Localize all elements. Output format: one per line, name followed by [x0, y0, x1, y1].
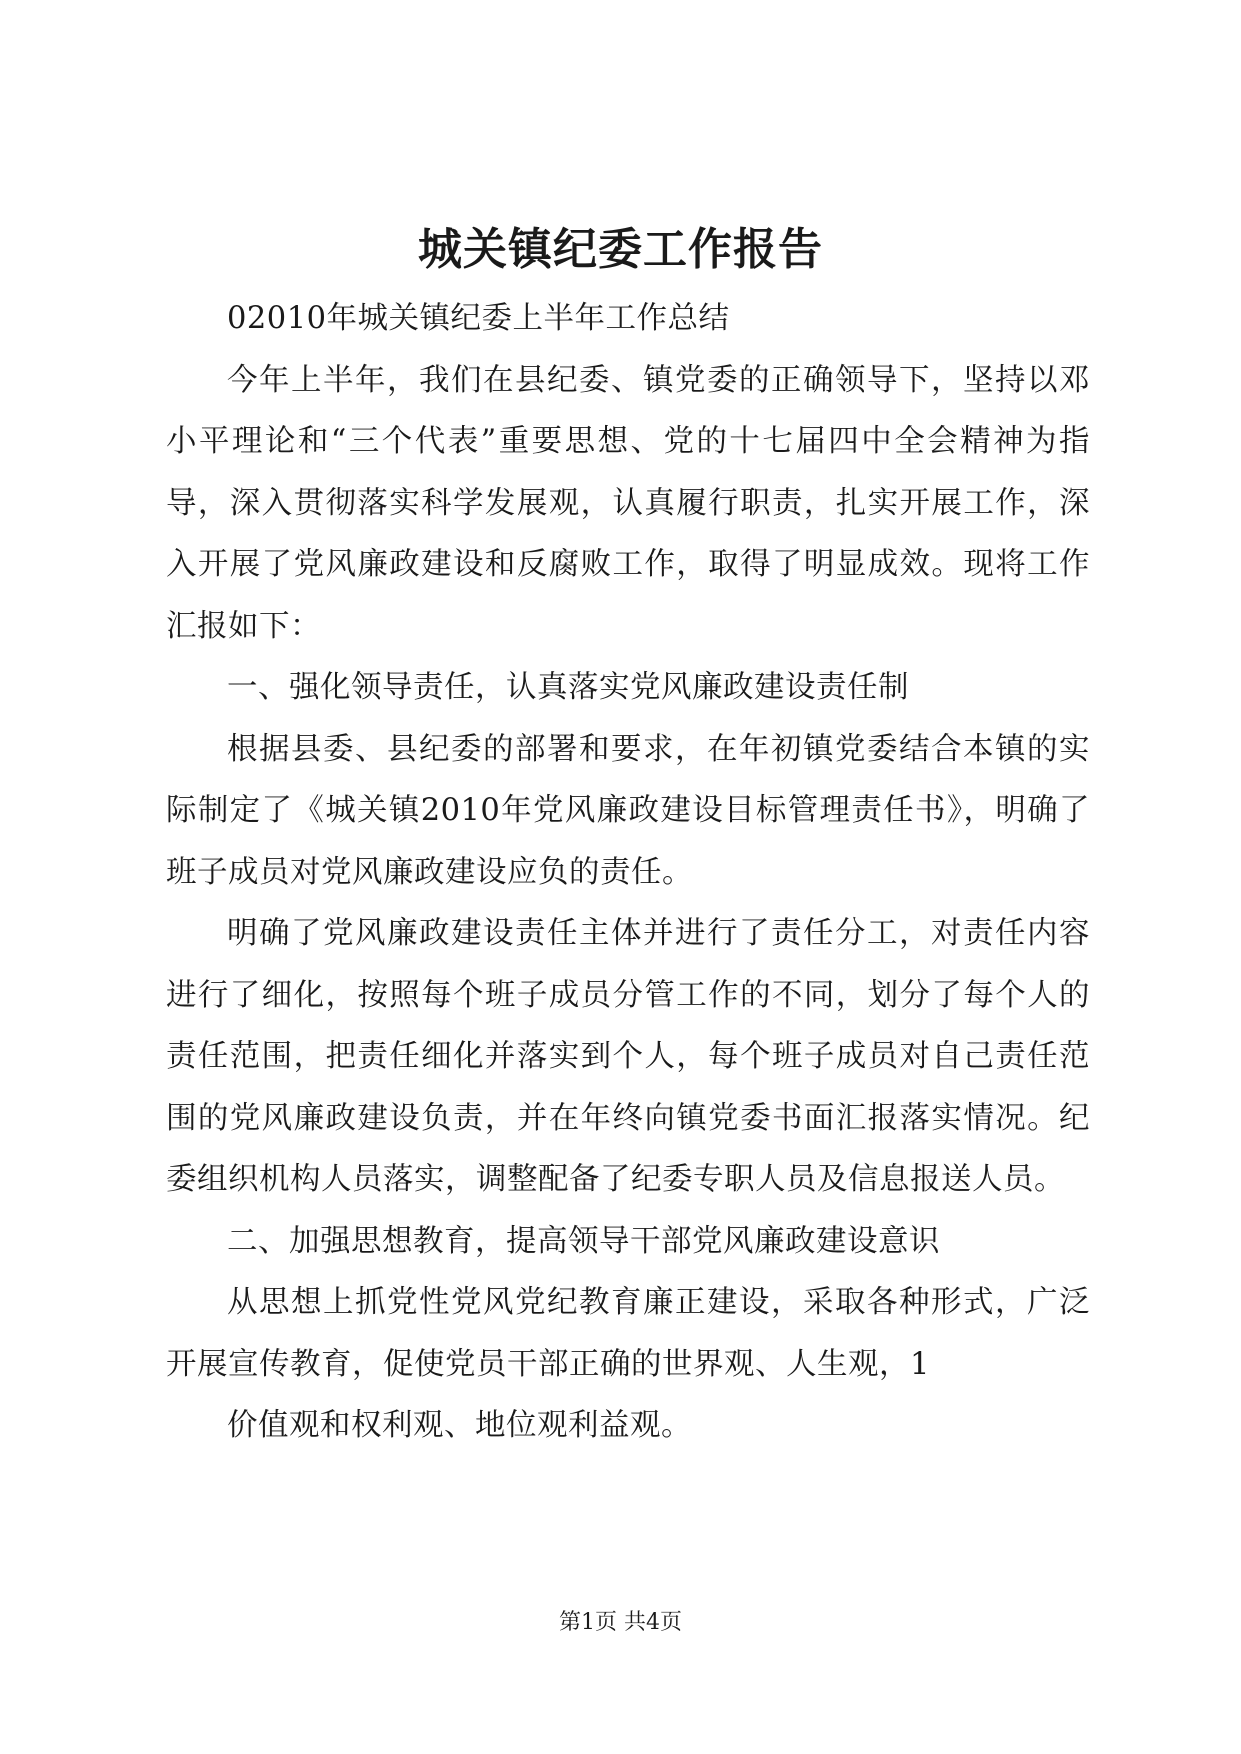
page-footer: 第1页 共4页	[559, 1610, 682, 1635]
paragraph-subtitle: 02010年城关镇纪委上半年工作总结	[227, 301, 730, 336]
section-heading-2: 二、加强思想教育，提高领导干部党风廉政建设意识	[227, 1223, 940, 1259]
paragraph-section-1-b: 明确了党风廉政建设责任主体并进行了责任分工，对责任内容进行了细化，按照每个班子成员分管工作的不同，划分了每个人的责任范围，把责任细化并落实到个人，每个班子成员对自己责任范围的党风廉政建设负责，并在年终向镇党委书面汇报落实情况。纪委组织机构人员落实，调整配备了纪委专职人员及信息报送人员。	[166, 916, 1090, 1197]
paragraph-section-2-a: 从思想上抓党性党风党纪教育廉正建设，采取各种形式，广泛开展宣传教育，促使党员干部正确的世界观、人生观，1	[166, 1285, 1090, 1382]
document-body	[166, 288, 1090, 1457]
paragraph-section-1-a: 根据县委、县纪委的部署和要求，在年初镇党委结合本镇的实际制定了《城关镇2010年党风廉政建设目标管理责任书》，明确了班子成员对党风廉政建设应负的责任。	[166, 731, 1090, 890]
section-heading-1: 一、强化领导责任，认真落实党风廉政建设责任制	[227, 670, 909, 705]
document-title: 城关镇纪委工作报告	[418, 224, 823, 275]
paragraph-intro: 今年上半年，我们在县纪委、镇党委的正确领导下，坚持以邓小平理论和“三个代表”重要思想、党的十七届四中全会精神为指导，深入贯彻落实科学发展观，认真履行职责，扎实开展工作，深入开展了党风廉政建设和反腐败工作，取得了明显成效。现将工作汇报如下：	[166, 362, 1090, 644]
paragraph-section-2-b: 价值观和权利观、地位观利益观。	[227, 1408, 692, 1443]
